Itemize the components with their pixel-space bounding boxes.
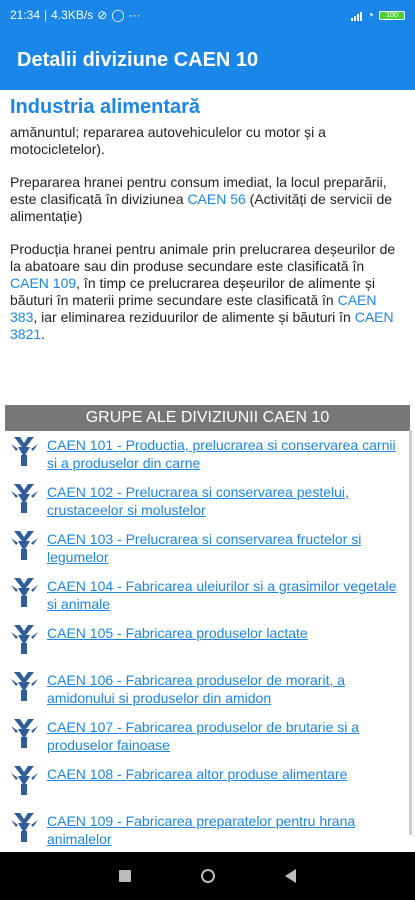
group-list-item[interactable]	[5, 620, 410, 667]
merge-arrows-icon	[8, 670, 41, 703]
list-edge-shadow	[409, 430, 412, 835]
description-paragraph: Prepararea hranei pentru consum imediat, la locul preparării, este clasificată în diviziunea CAEN 56 (Activități de servicii de alimentație)	[10, 174, 393, 224]
wifi-icon: ◔	[366, 8, 374, 22]
group-list-item[interactable]	[5, 432, 410, 479]
description-paragraph: amănuntul; repararea autovehiculelor cu motor și a motocicletelor).	[10, 124, 326, 157]
clock: 21:34	[10, 8, 41, 22]
group-list-item[interactable]	[5, 761, 410, 808]
groups-list	[5, 432, 410, 848]
link-caen-109[interactable]: CAEN 109	[10, 275, 77, 291]
battery-level: 100	[386, 11, 398, 19]
group-link[interactable]: CAEN 109 - Fabricarea preparatelor pentru hrana animalelor	[47, 813, 356, 847]
navigation-bar	[0, 852, 415, 900]
section-title: Industria alimentară	[10, 96, 201, 118]
battery-icon	[379, 11, 405, 20]
group-list-item[interactable]	[5, 526, 410, 573]
group-link[interactable]: CAEN 106 - Fabricarea produselor de morarit, a amidonului si produselor din amidon	[47, 672, 346, 706]
merge-arrows-icon	[8, 623, 41, 656]
merge-arrows-icon	[8, 576, 41, 609]
group-link[interactable]: CAEN 107 - Fabricarea produselor de brutarie si a produselor fainoase	[47, 719, 360, 753]
app-bar	[0, 30, 415, 90]
whatsapp-icon: ◯	[111, 8, 125, 22]
link-caen-56[interactable]: CAEN 56	[187, 191, 246, 207]
group-list-item[interactable]	[5, 714, 410, 761]
group-link[interactable]: CAEN 105 - Fabricarea produselor lactate	[47, 625, 308, 641]
group-list-item[interactable]	[5, 667, 410, 714]
group-list-item[interactable]	[5, 808, 410, 848]
description-paragraph: Producția hranei pentru animale prin prelucrarea deșeurilor de la abatoare sau din produse secundare este clasificată în CAEN 109, în timp ce prelucrarea deșeurilor de alimente și băuturi în materii prime secundare este clasificată în CAEN 383, iar eliminarea reziduurilor de alimente și băuturi în CAEN 3821.	[10, 241, 396, 342]
merge-arrows-icon	[8, 764, 41, 797]
link-caen-3821[interactable]: CAEN 3821	[10, 309, 394, 342]
group-list-item[interactable]	[5, 479, 410, 526]
merge-arrows-icon	[8, 482, 41, 515]
division-description	[10, 124, 405, 359]
back-button[interactable]	[285, 869, 296, 883]
recents-button[interactable]	[119, 870, 131, 882]
page-title: Detalii diviziune CAEN 10	[17, 48, 259, 71]
home-button[interactable]	[201, 869, 215, 883]
group-link[interactable]: CAEN 101 - Productia, prelucrarea si conservarea carnii si a produselor din carne	[47, 437, 396, 471]
group-link[interactable]: CAEN 102 - Prelucrarea si conservarea pestelui, crustaceelor si molustelor	[47, 484, 349, 518]
group-link[interactable]: CAEN 108 - Fabricarea altor produse alimentare	[47, 766, 348, 782]
merge-arrows-icon	[8, 435, 41, 468]
alarm-off-icon: ⊘	[97, 8, 108, 22]
groups-header: GRUPE ALE DIVIZIUNII CAEN 10	[5, 405, 410, 431]
merge-arrows-icon	[8, 529, 41, 562]
merge-arrows-icon	[8, 811, 41, 844]
more-notifications-icon: ···	[128, 8, 141, 22]
scroll-content[interactable]	[0, 90, 415, 848]
group-link[interactable]: CAEN 103 - Prelucrarea si conservarea fructelor si legumelor	[47, 531, 362, 565]
group-link[interactable]: CAEN 104 - Fabricarea uleiurilor si a grasimilor vegetale si animale	[47, 578, 397, 612]
network-speed: 4.3KB/s	[51, 8, 94, 22]
link-caen-383[interactable]: CAEN 383	[10, 292, 377, 325]
merge-arrows-icon	[8, 717, 41, 750]
status-bar: 21:34 | 4.3KB/s ⊘ ◯ ··· ◔ 100	[0, 0, 415, 30]
signal-icon	[351, 10, 362, 21]
group-list-item[interactable]	[5, 573, 410, 620]
